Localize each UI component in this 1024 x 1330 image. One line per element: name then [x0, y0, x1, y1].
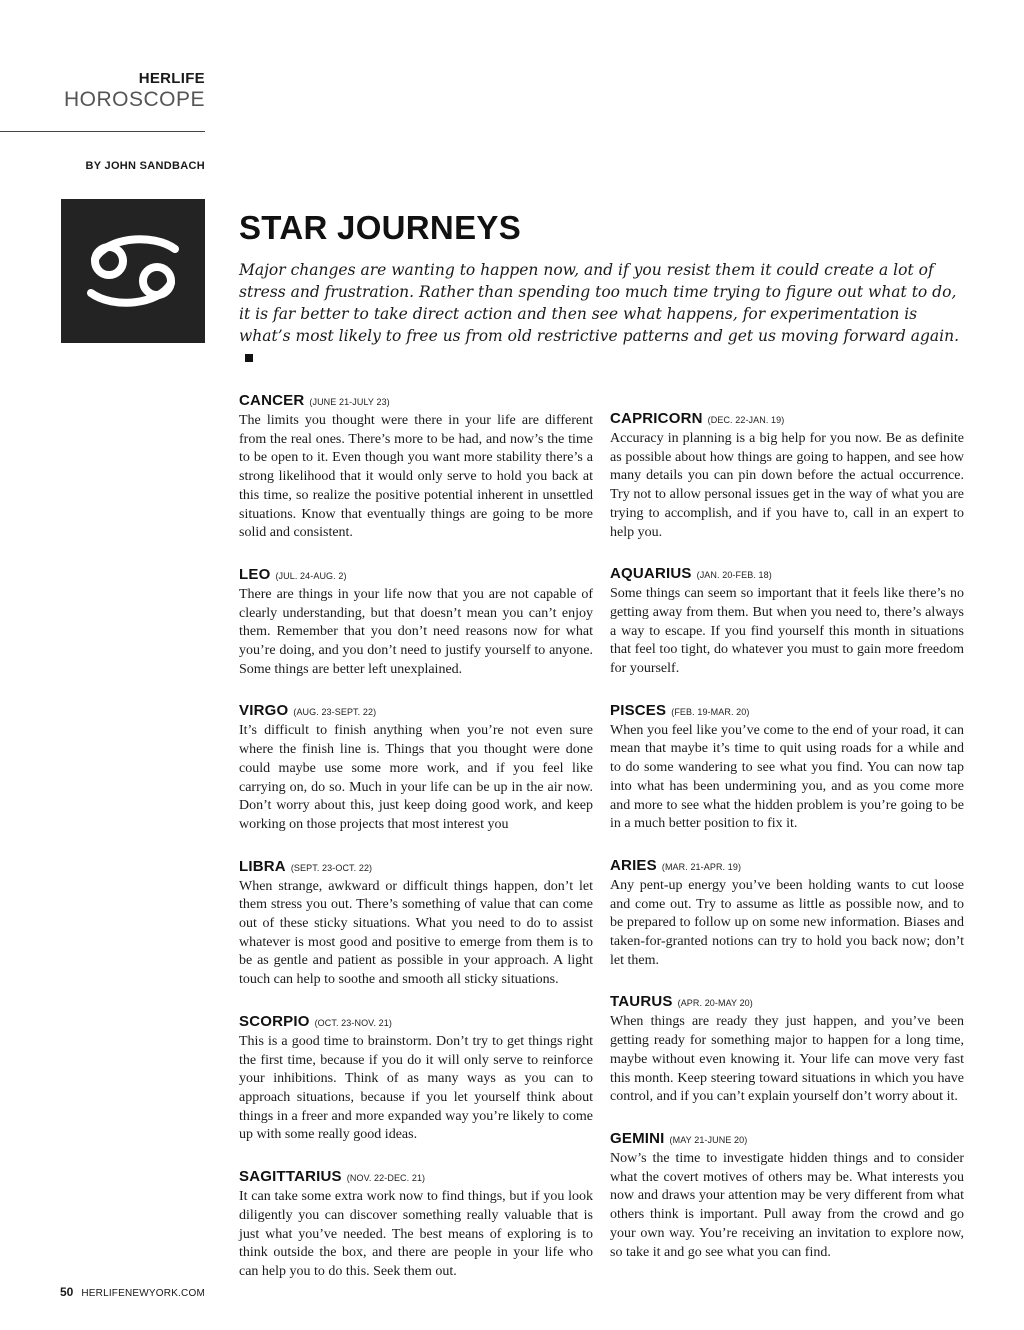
horoscope-text: Now’s the time to investigate hidden things and to consider what the covert motives of others may be. What interests you now and draws your attention may be very different from what others think is important. Pull away from the crowd and go your own way. You’re receiving an invitation to explore now, so take it and go see what you can find.: [610, 1150, 964, 1260]
sign-dates: (JUNE 21-JULY 23): [309, 397, 390, 407]
horoscope-entry: [610, 564, 964, 679]
horoscope-text: Accuracy in planning is a big help for you now. Be as definite as possible about how things are going to happen, and see how many details you can pin down before the actual occurrence. Try not to allow personal issues get in the way of what you are trying to accomplish, and if you have to, call in an expert to help you.: [610, 431, 964, 540]
end-mark: [245, 354, 253, 362]
sign-name: SCORPIO: [239, 1012, 310, 1030]
horoscope-entry: [610, 409, 964, 542]
article-intro: [239, 259, 969, 369]
sign-name: AQUARIUS: [610, 565, 692, 583]
header-divider: [0, 131, 205, 132]
intro-text: Major changes are wanting to happen now, and if you resist them it could create a lot of stress and frustration. Rather than spending too much time trying to figure out what to do, it is far better to take direct action and then see what happens, for experimentation is what’s most likely to free us from old restrictive patterns and get us moving forward again.: [239, 261, 960, 345]
sign-name: PISCES: [610, 701, 667, 719]
sign-name: VIRGO: [239, 702, 289, 720]
sign-dates: (AUG. 23-SEPT. 22): [293, 707, 377, 718]
horoscope-entry: [610, 1129, 964, 1262]
left-column: [239, 391, 593, 1304]
right-column: [610, 409, 964, 1284]
sign-dates: (OCT. 23-NOV. 21): [314, 1017, 392, 1028]
sign-dates: (DEC. 22-JAN. 19): [707, 415, 785, 425]
sign-name: CAPRICORN: [610, 410, 703, 427]
site-url: HERLIFENEWYORK.COM: [81, 1288, 205, 1299]
sign-name: GEMINI: [610, 1129, 665, 1147]
horoscope-entry: [239, 857, 593, 990]
sign-dates: (JUL. 24-AUG. 2): [275, 570, 347, 581]
sign-name: ARIES: [610, 856, 657, 874]
sign-dates: (JAN. 20-FEB. 18): [696, 570, 772, 581]
horoscope-text: Some things can seem so important that it feels like there’s no getting away from them. But when you need to, there’s always a way to escape. If you find yourself this month in situations that feel too tight, do whatever you must to gain more freedom for yourself.: [610, 586, 964, 677]
horoscope-entry: [239, 1167, 593, 1282]
horoscope-entry: [239, 391, 593, 543]
sign-name: LIBRA: [239, 857, 286, 875]
horoscope-text: This is a good time to brainstorm. Don’t try to get things right the first time, because if you do it will only serve to reinforce your inhibitions. Think of as many ways as you can to approach situations, because if you let yourself think about things in a freer and more expanded way you’re likely to come up with some really good ideas.: [239, 1033, 593, 1143]
sign-dates: (MAY 21-JUNE 20): [669, 1134, 748, 1145]
cancer-zodiac-icon: [61, 199, 205, 343]
sign-dates: (APR. 20-MAY 20): [677, 998, 753, 1009]
horoscope-text: When things are ready they just happen, and you’ve been getting ready for something major to happen for a long time, maybe without even knowing it. Your life can move very fast this month. Keep steering toward situations in which you have control, and if you can’t explain yourself don’t worry about it.: [610, 1014, 964, 1105]
horoscope-text: When strange, awkward or difficult things happen, don’t let them stress you out. There’s something of value that can come out of these sticky situations. What you need to do to assist whatever is most good and positive to emerge from them is to be as gentle and patient as possible in your approach. A light touch can help to soothe and smooth all sticky situations.: [239, 878, 593, 988]
byline: BY JOHN SANDBACH: [85, 160, 205, 172]
horoscope-text: It’s difficult to finish anything when you’re not even sure where the finish line is. Things that you thought were done could maybe use some more work, and if you feel like carrying on, do so. Much in your life can be up in the air now. Don’t worry about this, just keep doing good work, and keep working on those projects that most interest you: [239, 723, 593, 832]
horoscope-entry: [239, 1012, 593, 1145]
section-title: HOROSCOPE: [63, 88, 205, 111]
article-title: STAR JOURNEYS: [239, 209, 521, 246]
sign-name: TAURUS: [610, 993, 673, 1011]
sign-dates: (FEB. 19-MAR. 20): [671, 706, 750, 717]
page-number: 50: [60, 1285, 74, 1299]
horoscope-entry: [610, 701, 964, 834]
sign-name: LEO: [239, 565, 271, 583]
horoscope-text: When you feel like you’ve come to the end of your road, it can mean that maybe it’s time to quit using roads for a while and to do some wandering to see what you find. You can now tap into what has been undermining you, and as you come more and more to see what the hidden problem is you’re going to be in a much better position to fix it.: [610, 722, 964, 832]
section-kicker: HERLIFE: [138, 70, 205, 87]
horoscope-text: The limits you thought were there in your life are different from the real ones. There’s more to be had, and now’s the time to be open to it. Even though you want more stability there’s a strong likelihood that it would only serve to hold you back at this time, so realize the positive potential inherent in unsettled situations. Know that eventually things are going to be more solid and consistent.: [239, 413, 593, 541]
horoscope-entry: [239, 701, 593, 834]
horoscope-entry: [610, 992, 964, 1107]
sign-dates: (SEPT. 23-OCT. 22): [290, 862, 373, 873]
horoscope-text: Any pent-up energy you’ve been holding wants to cut loose and come out. Try to assume as little as possible now, and to be prepared to follow up on some new information. Biases and taken-for-granted notions can try to hold you back now; don’t let them.: [610, 877, 964, 968]
page-footer: [60, 1283, 205, 1301]
sign-dates: (MAR. 21-APR. 19): [661, 861, 742, 872]
horoscope-text: It can take some extra work now to find things, but if you look diligently you can discover something really valuable that is just what you’ve needed. The best means of exploring is to think outside the box, and there are people in your life who can help you to do this. Seek them out.: [239, 1189, 593, 1279]
zodiac-sign-box: [61, 199, 205, 343]
sign-name: CANCER: [239, 392, 305, 409]
sign-dates: (NOV. 22-DEC. 21): [346, 1173, 426, 1184]
horoscope-text: There are things in your life now that you are not capable of clearly understanding, but that doesn’t mean you can’t enjoy them. Remember that you don’t need reasons now for what you’re doing, and you don’t need to justify yourself to anyone. Some things are better left unexplained.: [239, 586, 593, 677]
horoscope-entry: [610, 856, 964, 971]
sign-name: SAGITTARIUS: [239, 1168, 342, 1186]
horoscope-entry: [239, 565, 593, 680]
